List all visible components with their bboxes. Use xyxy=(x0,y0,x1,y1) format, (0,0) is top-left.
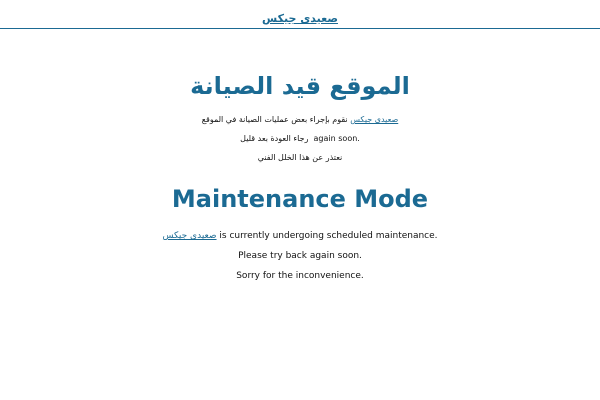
arabic-title: الموقع قيد الصيانة xyxy=(190,72,410,100)
english-title: Maintenance Mode xyxy=(171,185,429,213)
english-line-1 xyxy=(0,231,600,242)
english-line-1-text: is currently undergoing scheduled maintenance. xyxy=(216,231,438,241)
site-name-link[interactable]: صعيدى جيكس xyxy=(262,12,338,25)
english-line-3: Sorry for the inconvenience. xyxy=(236,271,364,281)
arabic-site-link[interactable]: صعيدى جيكس xyxy=(350,115,399,124)
arabic-line-2 xyxy=(0,134,600,144)
arabic-line-1 xyxy=(0,115,600,125)
arabic-line-2-ar: رجاء العودة بعد قليل xyxy=(240,134,309,143)
arabic-line-2-en: again soon. xyxy=(313,134,360,143)
maintenance-content xyxy=(0,70,600,282)
english-line-2: Please try back again soon. xyxy=(238,251,362,261)
top-bar xyxy=(0,0,600,29)
arabic-line-1-text: نقوم بإجراء بعض عمليات الصيانة في الموقع xyxy=(201,115,351,124)
english-site-link[interactable]: صعيدى جيكس xyxy=(162,231,217,241)
arabic-line-3: نعتذر عن هذا الخلل الفني xyxy=(257,153,343,162)
